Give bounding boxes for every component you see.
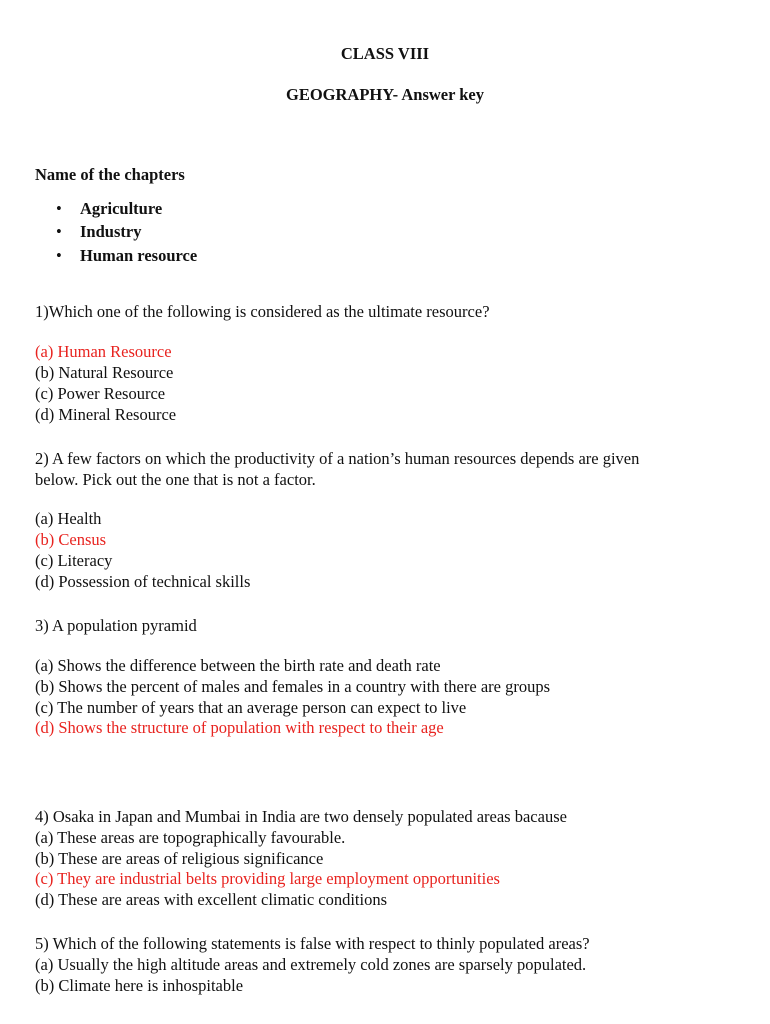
chapter-label: Human resource: [80, 246, 198, 265]
answer-option: (a) Human Resource: [35, 342, 172, 361]
option: (b) Climate here is inhospitable: [35, 976, 244, 995]
option: (c) Power Resource: [35, 384, 166, 403]
question-text: below. Pick out the one that is not a factor.: [35, 470, 316, 489]
chapter-label: Agriculture: [80, 199, 163, 218]
bullet-icon: •: [56, 199, 62, 218]
answer-option: (d) Shows the structure of population with respect to their age: [35, 718, 444, 737]
option: (a) Shows the difference between the birth rate and death rate: [35, 656, 441, 675]
option: (b) These are areas of religious significance: [35, 849, 324, 868]
bullet-icon: •: [56, 222, 62, 241]
option: (c) The number of years that an average person can expect to live: [35, 698, 467, 717]
option: (c) Literacy: [35, 551, 113, 570]
chapter-item: [56, 199, 162, 219]
option: (a) Health: [35, 509, 102, 528]
bullet-icon: •: [56, 246, 62, 265]
answer-option: (c) They are industrial belts providing large employment opportunities: [35, 869, 500, 888]
question-text: 5) Which of the following statements is false with respect to thinly populated areas?: [35, 934, 590, 953]
question-text: 4) Osaka in Japan and Mumbai in India are two densely populated areas bacause: [35, 807, 567, 826]
chapter-label: Industry: [80, 222, 142, 241]
question-text: 3) A population pyramid: [35, 616, 197, 635]
option: (d) Possession of technical skills: [35, 572, 251, 591]
option: (d) These are areas with excellent climatic conditions: [35, 890, 388, 909]
class-title: CLASS VIII: [340, 44, 430, 63]
answer-option: (b) Census: [35, 530, 107, 549]
question-text: 2) A few factors on which the productivity of a nation’s human resources depends are given: [35, 449, 640, 468]
chapter-item: [56, 246, 197, 266]
option: (d) Mineral Resource: [35, 405, 177, 424]
subject-title: GEOGRAPHY- Answer key: [285, 85, 485, 104]
chapter-item: [56, 222, 141, 242]
option: (a) Usually the high altitude areas and extremely cold zones are sparsely populated.: [35, 955, 587, 974]
question-text: 1)Which one of the following is considered as the ultimate resource?: [35, 302, 490, 321]
option: (b) Shows the percent of males and females in a country with there are groups: [35, 677, 550, 696]
option: (b) Natural Resource: [35, 363, 174, 382]
option: (a) These areas are topographically favourable.: [35, 828, 346, 847]
chapters-heading: Name of the chapters: [35, 165, 185, 184]
